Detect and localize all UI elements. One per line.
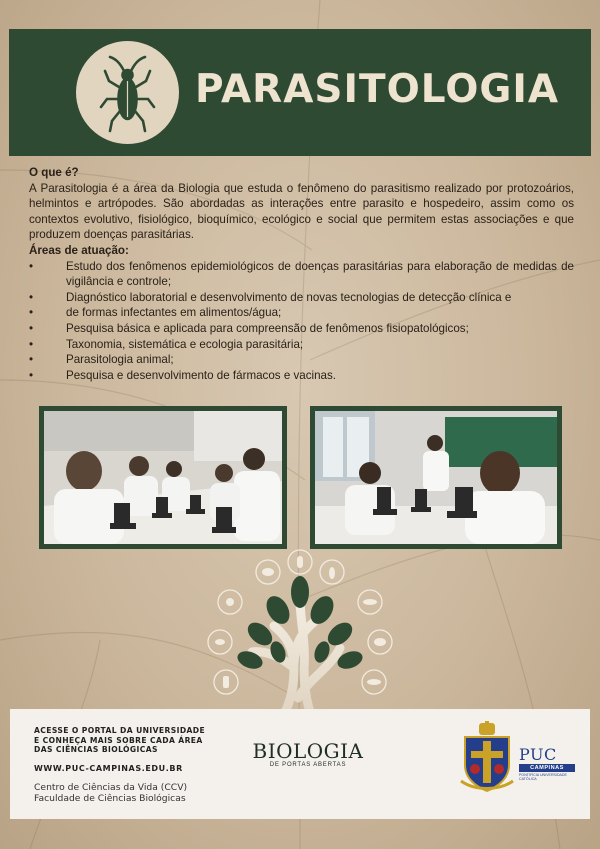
biologia-subtitle: DE PORTAS ABERTAS xyxy=(269,762,347,768)
biologia-title: BIOLOGIA xyxy=(252,739,364,763)
puc-subtitle: CAMPINAS xyxy=(519,764,575,772)
university-crest-icon xyxy=(457,721,517,793)
puc-tagline: PONTIFÍCIA UNIVERSIDADE CATÓLICA xyxy=(519,773,567,781)
bullet: • xyxy=(29,337,34,351)
biologia-logo xyxy=(248,739,368,768)
bullet: • xyxy=(29,353,34,367)
center-info: Centro de Ciências da Vida (CCV) Faculdade de Ciências Biológicas xyxy=(34,782,188,804)
what-paragraph: A Parasitologia é a área da Biologia que estuda o fenômeno do parasitismo realizado por protozoários, helmintos e artrópodes. São abordadas as interações entre parasito e hospedeiro, assim como os contextos evolutivo, fisiológico, bioquímico, ecológico e social que permitem estas associações e que produzem doenças parasitárias. xyxy=(29,181,574,242)
bullet: • xyxy=(29,321,34,335)
what-heading: O que é? xyxy=(29,166,79,179)
list-item: • Pesquisa básica e aplicada para compreensão de fenômenos fisiopatológicos; xyxy=(29,321,469,335)
list-item: • Diagnóstico laboratorial e desenvolvimento de novas tecnologias de detecção clínica e xyxy=(29,290,512,304)
puc-logo xyxy=(519,745,585,781)
bullet: • xyxy=(29,368,34,382)
insect-icon xyxy=(76,41,179,144)
lab-photo-left xyxy=(39,406,287,549)
content-section xyxy=(29,165,574,383)
puc-title: PUC xyxy=(519,745,557,764)
list-item: • Estudo dos fenômenos epidemiológicos de doenças parasitárias para elaboração de medidas de vigilância e controle; xyxy=(29,259,574,289)
portal-link[interactable]: WWW.PUC-CAMPINAS.EDU.BR xyxy=(34,764,183,773)
page-title: PARASITOLOGIA xyxy=(195,67,560,112)
list-item: • Pesquisa e desenvolvimento de fármacos e vacinas. xyxy=(29,368,337,382)
list-item: • Taxonomia, sistemática e ecologia parasitária; xyxy=(29,337,304,351)
list-item: • Parasitologia animal; xyxy=(29,353,174,367)
portal-cta: ACESSE O PORTAL DA UNIVERSIDADE E CONHEÇA MAIS SOBRE CADA ÁREA DAS CIÊNCIAS BIOLÓGICAS xyxy=(34,726,206,755)
bullet: • xyxy=(29,290,34,304)
list-item: • de formas infectantes em alimentos/água; xyxy=(29,306,282,320)
footer xyxy=(10,709,590,819)
areas-list xyxy=(29,259,574,384)
lab-photo-right xyxy=(310,406,562,549)
title-banner xyxy=(9,29,591,156)
areas-heading: Áreas de atuação: xyxy=(29,243,129,257)
bullet: • xyxy=(29,306,34,320)
bullet: • xyxy=(29,259,34,273)
